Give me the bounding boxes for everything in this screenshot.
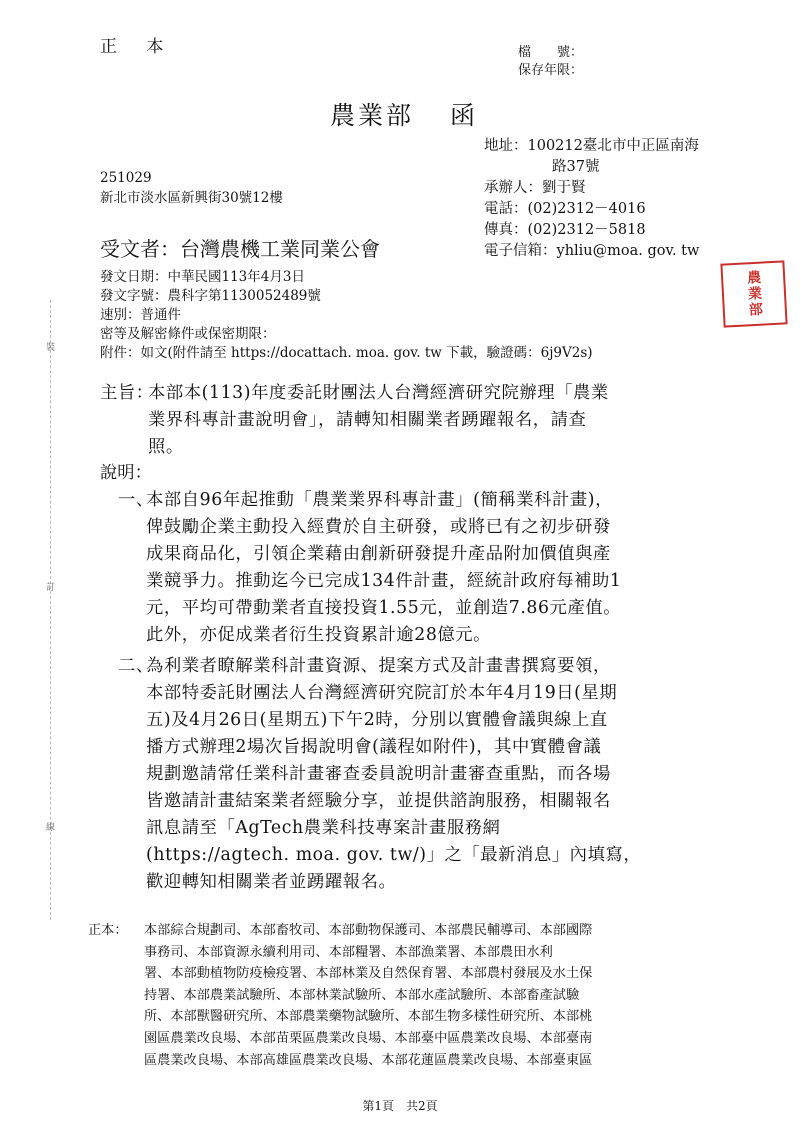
item-line: 播方式辦理2場次旨揭說明會(議程如附件)，其中實體會議: [146, 737, 602, 757]
distribution-line: 署、本部動植物防疫檢疫署、本部林業及自然保育署、本部農村發展及水土保: [144, 966, 593, 982]
fax: 傳真：(02)2312－5818: [484, 222, 646, 238]
item-line: 成果商品化，引領企業藉由創新研發提升產品附加價值與產: [146, 544, 611, 564]
distribution-line: 持署、本部農業試驗所、本部林業試驗所、本部水產試驗所、本部畜產試驗: [144, 987, 580, 1003]
attachment: 附件：如文(附件請至 https://docattach. moa. gov. tw 下載，驗證碼：6j9V2s): [100, 345, 593, 361]
item-line: 本部特委託財團法人台灣經濟研究院訂於本年4月19日(星期: [146, 683, 618, 703]
recipient-address: [100, 168, 283, 208]
item-line: (https://agtech. moa. gov. tw/)」之「最新消息」內填寫，: [146, 845, 642, 865]
item-label: 二、: [118, 656, 154, 676]
archive-no-label: 檔 號：: [518, 45, 584, 60]
secrecy: 密等及解密條件或保密期限：: [100, 326, 276, 342]
agency-name: 農業部: [330, 101, 415, 130]
subject-line: 本部本(113)年度委託財團法人台灣經濟研究院辦理「農業: [148, 383, 609, 403]
distribution-line: 區農業改良場、本部高雄區農業改良場、本部花蓮區農業改良場、本部臺東區: [144, 1052, 593, 1068]
doc-number: 發文字號：農科字第1130052489號: [100, 288, 321, 304]
retention-label: 保存年限：: [518, 63, 584, 78]
item-line: 本部自96年起推動「農業業界科專計畫」(簡稱業科計畫)，: [146, 490, 614, 510]
item-line: 五)及4月26日(星期五)下午2時，分別以實體會議與線上直: [146, 710, 608, 730]
subject-line: 業界科專計畫說明會」，請轉知相關業者踴躍報名，請查: [148, 410, 587, 430]
item-line: 歡迎轉知相關業者並踴躍報名。: [146, 872, 397, 892]
item-line: 業競爭力。推動迄今已完成134件計畫，經統計政府每補助1: [146, 571, 622, 591]
contact-block: [484, 136, 699, 262]
issue-date: 發文日期：中華民國113年4月3日: [100, 269, 305, 285]
official-seal: [720, 260, 787, 327]
postal-code: 251029: [100, 170, 152, 186]
item-line: 元，平均可帶動業者直接投資1.55元，並創造7.86元產值。: [146, 598, 622, 618]
binding-mark: 線: [46, 823, 56, 833]
seal-text: 農業部: [744, 269, 764, 319]
distribution-label: 正本：: [88, 923, 128, 938]
item-line: 此外，亦促成業者衍生投資累計逾28億元。: [146, 625, 492, 645]
recipient: 受文者：台灣農機工業同業公會: [100, 237, 380, 261]
distribution-line: 所、本部獸醫研究所、本部農業藥物試驗所、本部生物多樣性研究所、本部桃: [144, 1009, 593, 1025]
binding-mark: 訂: [46, 583, 56, 593]
explanation-item-2: [118, 653, 730, 896]
document-title: [330, 96, 478, 132]
distribution: [88, 920, 728, 1071]
distribution-line: 事務司、本部資源永續利用司、本部糧署、本部漁業署、本部農田水利: [144, 944, 553, 960]
doc-type: 函: [450, 101, 479, 130]
archive-info: [518, 44, 583, 80]
phone: 電話：(02)2312－4016: [484, 201, 646, 217]
item-text: [146, 487, 730, 649]
distribution-line: 本部綜合規劃司、本部畜牧司、本部動物保護司、本部農民輔導司、本部國際: [144, 923, 593, 938]
explanation-label: 說明：: [100, 463, 152, 483]
distribution-line: 園區農業改良場、本部苗栗區農業改良場、本部臺中區農業改良場、本部臺南: [144, 1030, 593, 1046]
distribution-text: [144, 920, 728, 1071]
binding-mark: 裝: [46, 343, 56, 353]
street-address: 新北市淡水區新興街30號12樓: [100, 190, 283, 206]
item-line: 為利業者瞭解業科計畫資源、提案方式及計畫書撰寫要領，: [146, 656, 611, 676]
meta-block: [100, 268, 593, 363]
email: 電子信箱：yhliu@moa. gov. tw: [484, 243, 700, 259]
page-number: 第1頁 共2頁: [362, 1099, 438, 1113]
address-line-1: 地址：100212臺北市中正區南海: [484, 138, 699, 154]
item-text: [146, 653, 730, 896]
item-line: 規劃邀請常任業科計畫審查委員說明計畫審查重點，而各場: [146, 764, 611, 784]
item-line: 皆邀請計畫結案業者經驗分享，並提供諮詢服務，相關報名: [146, 791, 611, 811]
explanation-item-1: [118, 487, 730, 649]
item-line: 俾鼓勵企業主動投入經費於自主研發，或將已有之初步研發: [146, 517, 611, 537]
subject-label: 主旨：: [100, 383, 154, 403]
item-line: 訊息請至「AgTech農業科技專案計畫服務網: [146, 818, 501, 838]
handler: 承辦人：劉于賢: [484, 180, 586, 196]
address-line-2: 路37號: [552, 159, 600, 175]
subject-line: 照。: [148, 437, 184, 457]
copy-label: 正 本: [100, 37, 176, 57]
item-label: 一、: [118, 490, 154, 510]
subject: [100, 380, 730, 461]
speed: 速別：普通件: [100, 307, 181, 323]
subject-text: [148, 380, 730, 461]
